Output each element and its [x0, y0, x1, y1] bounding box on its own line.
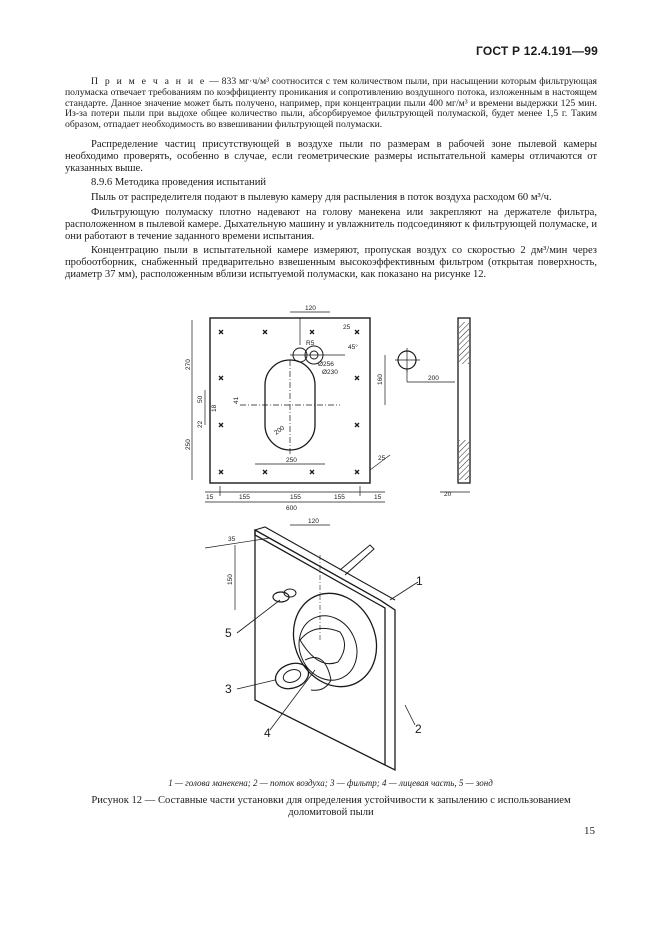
dim-200-side: 200	[428, 375, 439, 382]
note-text: — 833 мг·ч/м³ соотносится с тем количеством пыли, при насыщении которым фильтрующая полумаска отвечает требованиям по коэффициенту проникания и сопротивлению воздушного потока, изложенным в настоящем стандарте. Данное значение может быть получено, например, при концентрации пыли 400 мг/м³ и времени выдержки 125 мин. Из-за потери пыли при выдохе общее количество пыли, абсорбируемое фильтрующей полумаской, будет менее 1,5 г. Таким образом, отпадает необходимость во взвешивании фильтрующей полумаски.	[65, 76, 598, 131]
dim-270: 270	[185, 359, 192, 370]
dim-155-center: 155	[290, 494, 301, 501]
dim-120-isometric: 120	[308, 518, 319, 525]
paragraph-distribution: Распределение частиц присутствующей в воздухе пыли по размерам в рабочей зоне пылевой камеры необходимо проверять, особенно в случае, если геометрические размеры испытательной камеры отличаются от указанных выше.	[65, 138, 597, 174]
dim-120-top: 120	[305, 305, 316, 312]
dim-diameter-230: Ø230	[322, 369, 338, 376]
note-paragraph	[65, 77, 597, 131]
body-text	[65, 77, 597, 284]
callout-1-dummy-head: 1	[416, 574, 423, 588]
callout-5-probe: 5	[225, 626, 232, 640]
paragraph-concentration: Концентрацию пыли в испытательной камере измеряют, пропуская воздух со скоростью 2 дм³/мин через пробоотборник, снабженный предварительно взвешенным высокоэффективным фильтром (открытая поверхность, диаметр 37 мм), расположенным вблизи испытуемой полумаски, как показано на рисунке 12.	[65, 245, 597, 280]
dim-15-right: 15	[374, 494, 382, 501]
isometric-assembly-view	[205, 525, 418, 770]
dim-35: 35	[228, 536, 236, 543]
dim-600-total: 600	[286, 505, 297, 512]
paragraph-dust-feed: Пыль от распределителя подают в пылевую камеру для распыления в поток воздуха расходом 60 м³/ч.	[91, 192, 552, 204]
dim-15-left: 15	[206, 494, 214, 501]
dim-r5: R5	[306, 340, 315, 347]
dim-25-bottom: 25	[378, 455, 386, 462]
dim-41: 41	[233, 396, 240, 404]
dim-200-mid: 200	[273, 424, 287, 437]
dim-45-degrees: 45°	[348, 344, 358, 351]
dim-22: 22	[197, 420, 204, 428]
note-label: П р и м е ч а н и е	[91, 76, 207, 87]
dim-250-vertical: 250	[185, 439, 192, 450]
callout-2-airflow: 2	[415, 722, 422, 736]
dim-25-top: 25	[343, 324, 351, 331]
dim-250-horizontal: 250	[286, 457, 297, 464]
section-heading-8-9-6: 8.9.6 Методика проведения испытаний	[91, 177, 267, 189]
document-standard-header: ГОСТ Р 12.4.191—99	[475, 44, 598, 58]
dim-20: 20	[444, 491, 452, 498]
callout-4-facepiece: 4	[264, 726, 271, 740]
page-number: 15	[584, 825, 595, 837]
dim-diameter-256: Ø256	[318, 361, 334, 368]
dim-160: 160	[377, 374, 384, 385]
dim-18: 18	[211, 404, 218, 412]
dim-50: 50	[197, 395, 204, 403]
dim-155-right: 155	[334, 494, 345, 501]
figure-caption: Рисунок 12 — Составные части установки для определения устойчивости к запылению с использованием доломитовой пыли	[91, 795, 571, 818]
hole-marks	[219, 330, 359, 474]
callout-3-filter: 3	[225, 682, 232, 696]
paragraph-mounting: Фильтрующую полумаску плотно надевают на голову манекена или закрепляют на держателе фильтра, расположенном в пылевой камере. Дыхательную машину и увлажнитель подсоединяют к фильтрующей полумаске, и они работают в течение заданного времени испытания.	[65, 206, 597, 242]
dim-155-left: 155	[239, 494, 250, 501]
figure-12-drawing	[0, 305, 661, 778]
figure-legend: 1 — голова манекена; 2 — поток воздуха; 3 — фильтр; 4 — лицевая часть, 5 — зонд	[168, 778, 493, 788]
dim-150: 150	[227, 574, 234, 585]
